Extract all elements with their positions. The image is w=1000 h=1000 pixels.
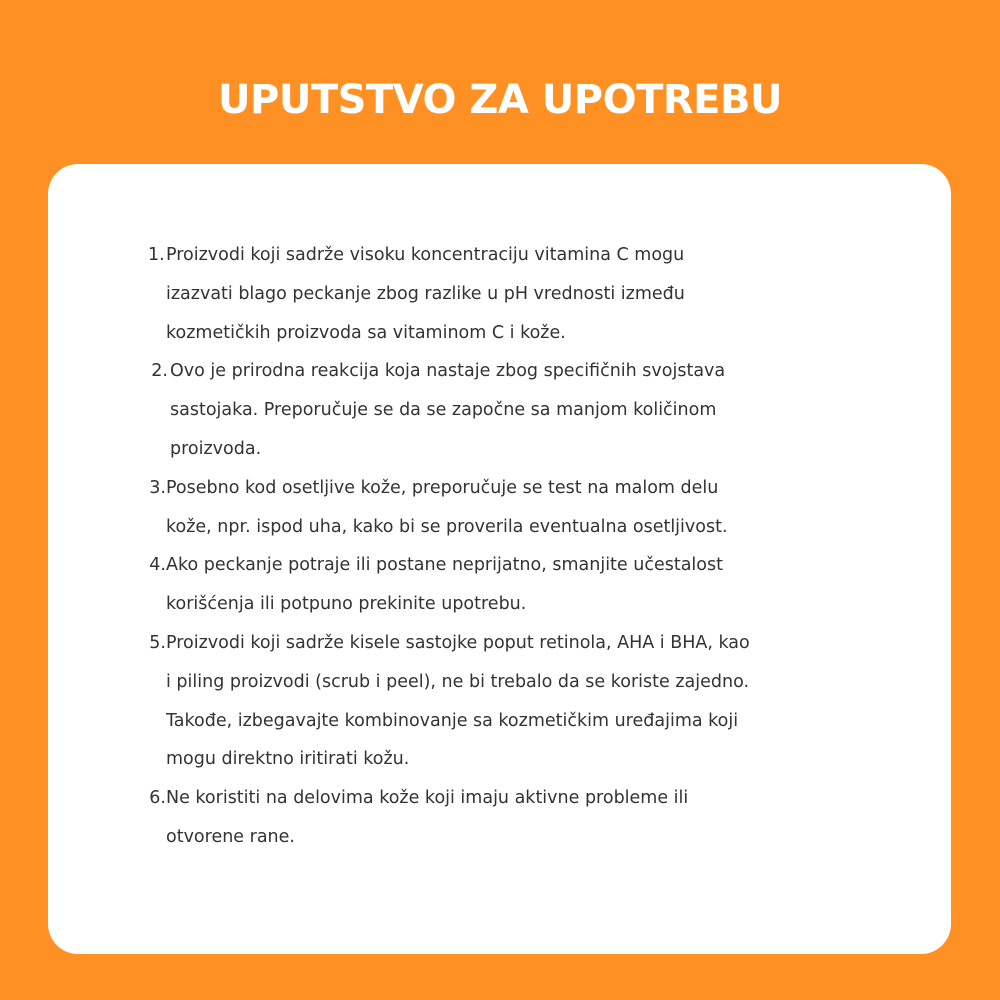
- instruction-number: 5.: [149, 632, 166, 653]
- instruction-number: 1.: [148, 245, 165, 265]
- instruction-number: 6.: [149, 788, 166, 809]
- instruction-number: 4.: [149, 555, 166, 576]
- instruction-item-1: [148, 236, 848, 352]
- instruction-item-3: [148, 469, 848, 547]
- instruction-item-5: [148, 624, 848, 779]
- instruction-item-2: [148, 352, 848, 468]
- instruction-text: Proizvodi koji sadrže kisele sastojke poput retinola, AHA i BHA, kao i piling proizvodi (scrub i peel), ne bi trebalo da se koriste zajedno. Takođe, izbegavajte kombinovanje sa kozmetičkim uređajima koji mogu direktno iritirati kožu.: [166, 632, 750, 770]
- instruction-item-4: [148, 546, 848, 624]
- instruction-number: 3.: [149, 477, 166, 498]
- instruction-text: Posebno kod osetljive kože, preporučuje se test na malom delu kože, npr. ispod uha, kako bi se proverila eventualna osetljivost.: [166, 477, 728, 537]
- instructions-card: [48, 164, 951, 954]
- instruction-number: 2.: [151, 361, 168, 382]
- instruction-item-6: [148, 779, 848, 857]
- instruction-text: Proizvodi koji sadrže visoku koncentraciju vitamina C mogu izazvati blago peckanje zbog razlike u pH vrednosti između kozmetičkih proizvoda sa vitaminom C i kože.: [166, 245, 685, 343]
- instruction-text: Ako peckanje potraje ili postane neprijatno, smanjite učestalost korišćenja ili potpuno prekinite upotrebu.: [166, 555, 723, 615]
- instructions-list: [148, 236, 848, 857]
- page-title: UPUTSTVO ZA UPOTREBU: [218, 77, 782, 123]
- instruction-text: Ovo je prirodna reakcija koja nastaje zbog specifičnih svojstava sastojaka. Preporučuje se da se započne sa manjom količinom proizvoda.: [170, 361, 726, 459]
- instruction-text: Ne koristiti na delovima kože koji imaju aktivne probleme ili otvorene rane.: [166, 788, 689, 847]
